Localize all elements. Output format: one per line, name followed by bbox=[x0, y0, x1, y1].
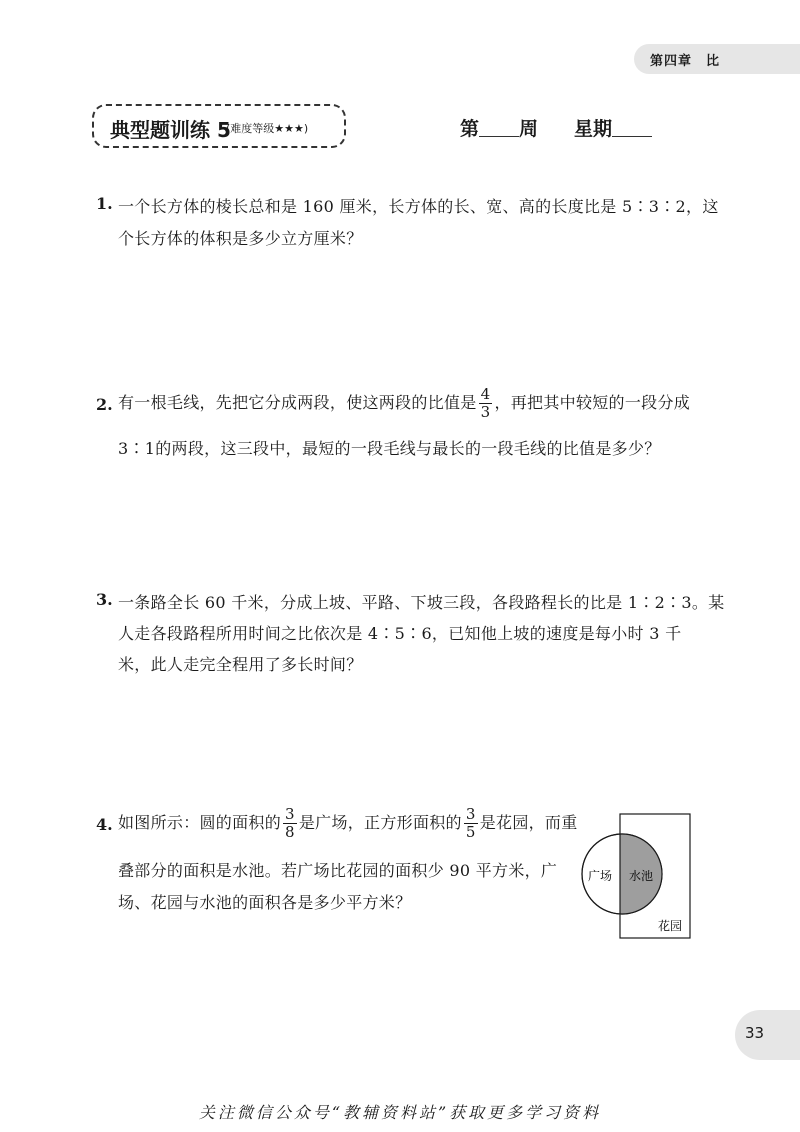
page-number: 33 bbox=[745, 1024, 765, 1042]
problem-2-line-1 bbox=[118, 380, 690, 426]
fraction-numerator: 4 bbox=[480, 385, 491, 403]
problem-4-text-b: 是广场，正方形面积的 bbox=[298, 813, 462, 832]
problem-4-text-a: 如图所示：圆的面积的 bbox=[118, 813, 282, 832]
plaza-label: 广场 bbox=[588, 869, 613, 883]
fraction-numerator: 3 bbox=[285, 805, 295, 823]
week-prefix: 第 bbox=[460, 118, 480, 140]
week-row bbox=[460, 114, 652, 141]
garden-label: 花园 bbox=[658, 919, 683, 933]
problem-2-text-a: 有一根毛线，先把它分成两段，使这两段的比值是 bbox=[118, 393, 477, 412]
problem-4-number: 4. bbox=[96, 815, 113, 834]
problem-4-line-1 bbox=[118, 800, 578, 846]
problem-3-line-1: 一条路全长 60 千米，分成上坡、平路、下坡三段，各段路程长的比是 1∶2∶3。某 bbox=[118, 593, 725, 612]
problem-2-number: 2. bbox=[96, 395, 113, 414]
pool-label: 水池 bbox=[629, 869, 654, 883]
fraction-denominator: 5 bbox=[465, 823, 476, 841]
fraction-4-3 bbox=[479, 386, 493, 421]
problem-2-line-2: 3∶1的两段，这三段中，最短的一段毛线与最长的一段毛线的比值是多少？ bbox=[118, 439, 661, 458]
problem-2-text-b: ，再把其中较短的一段分成 bbox=[494, 393, 691, 412]
difficulty-label: (难度等级★★★) bbox=[226, 122, 309, 135]
week-blank bbox=[479, 118, 519, 137]
fraction-denominator: 8 bbox=[285, 823, 295, 841]
week-suffix: 周 bbox=[519, 118, 539, 140]
problem-3-line-3: 米，此人走完全程用了多长时间？ bbox=[118, 655, 363, 674]
fraction-3-8 bbox=[283, 806, 297, 841]
problem-1-line-2: 个长方体的体积是多少立方厘米？ bbox=[118, 229, 363, 248]
weekday-blank bbox=[612, 118, 652, 137]
section-title: 典型题训练 5 bbox=[110, 118, 231, 142]
problem-1-number: 1. bbox=[96, 194, 113, 213]
fraction-numerator: 3 bbox=[465, 805, 476, 823]
footer-note: 关注微信公众号“教辅资料站”获取更多学习资料 bbox=[198, 1103, 602, 1122]
problem-3-number: 3. bbox=[96, 590, 113, 609]
problem-1-line-1: 一个长方体的棱长总和是 160 厘米，长方体的长、宽、高的长度比是 5∶3∶2，这 bbox=[118, 197, 719, 216]
circle-square-diagram bbox=[578, 808, 698, 944]
problem-4-text-c: 是花园，而重 bbox=[479, 813, 578, 832]
problem-4-line-2: 叠部分的面积是水池。若广场比花园的面积少 90 平方米，广 bbox=[118, 861, 558, 880]
weekday-label: 星期 bbox=[574, 118, 613, 140]
fraction-denominator: 3 bbox=[480, 403, 491, 421]
fraction-3-5 bbox=[464, 806, 478, 841]
chapter-label: 第四章 比 bbox=[650, 54, 721, 69]
problem-3-line-2: 人走各段路程所用时间之比依次是 4∶5∶6，已知他上坡的速度是每小时 3 千 bbox=[118, 624, 682, 643]
problem-4-line-3: 场、花园与水池的面积各是多少平方米？ bbox=[118, 893, 412, 912]
